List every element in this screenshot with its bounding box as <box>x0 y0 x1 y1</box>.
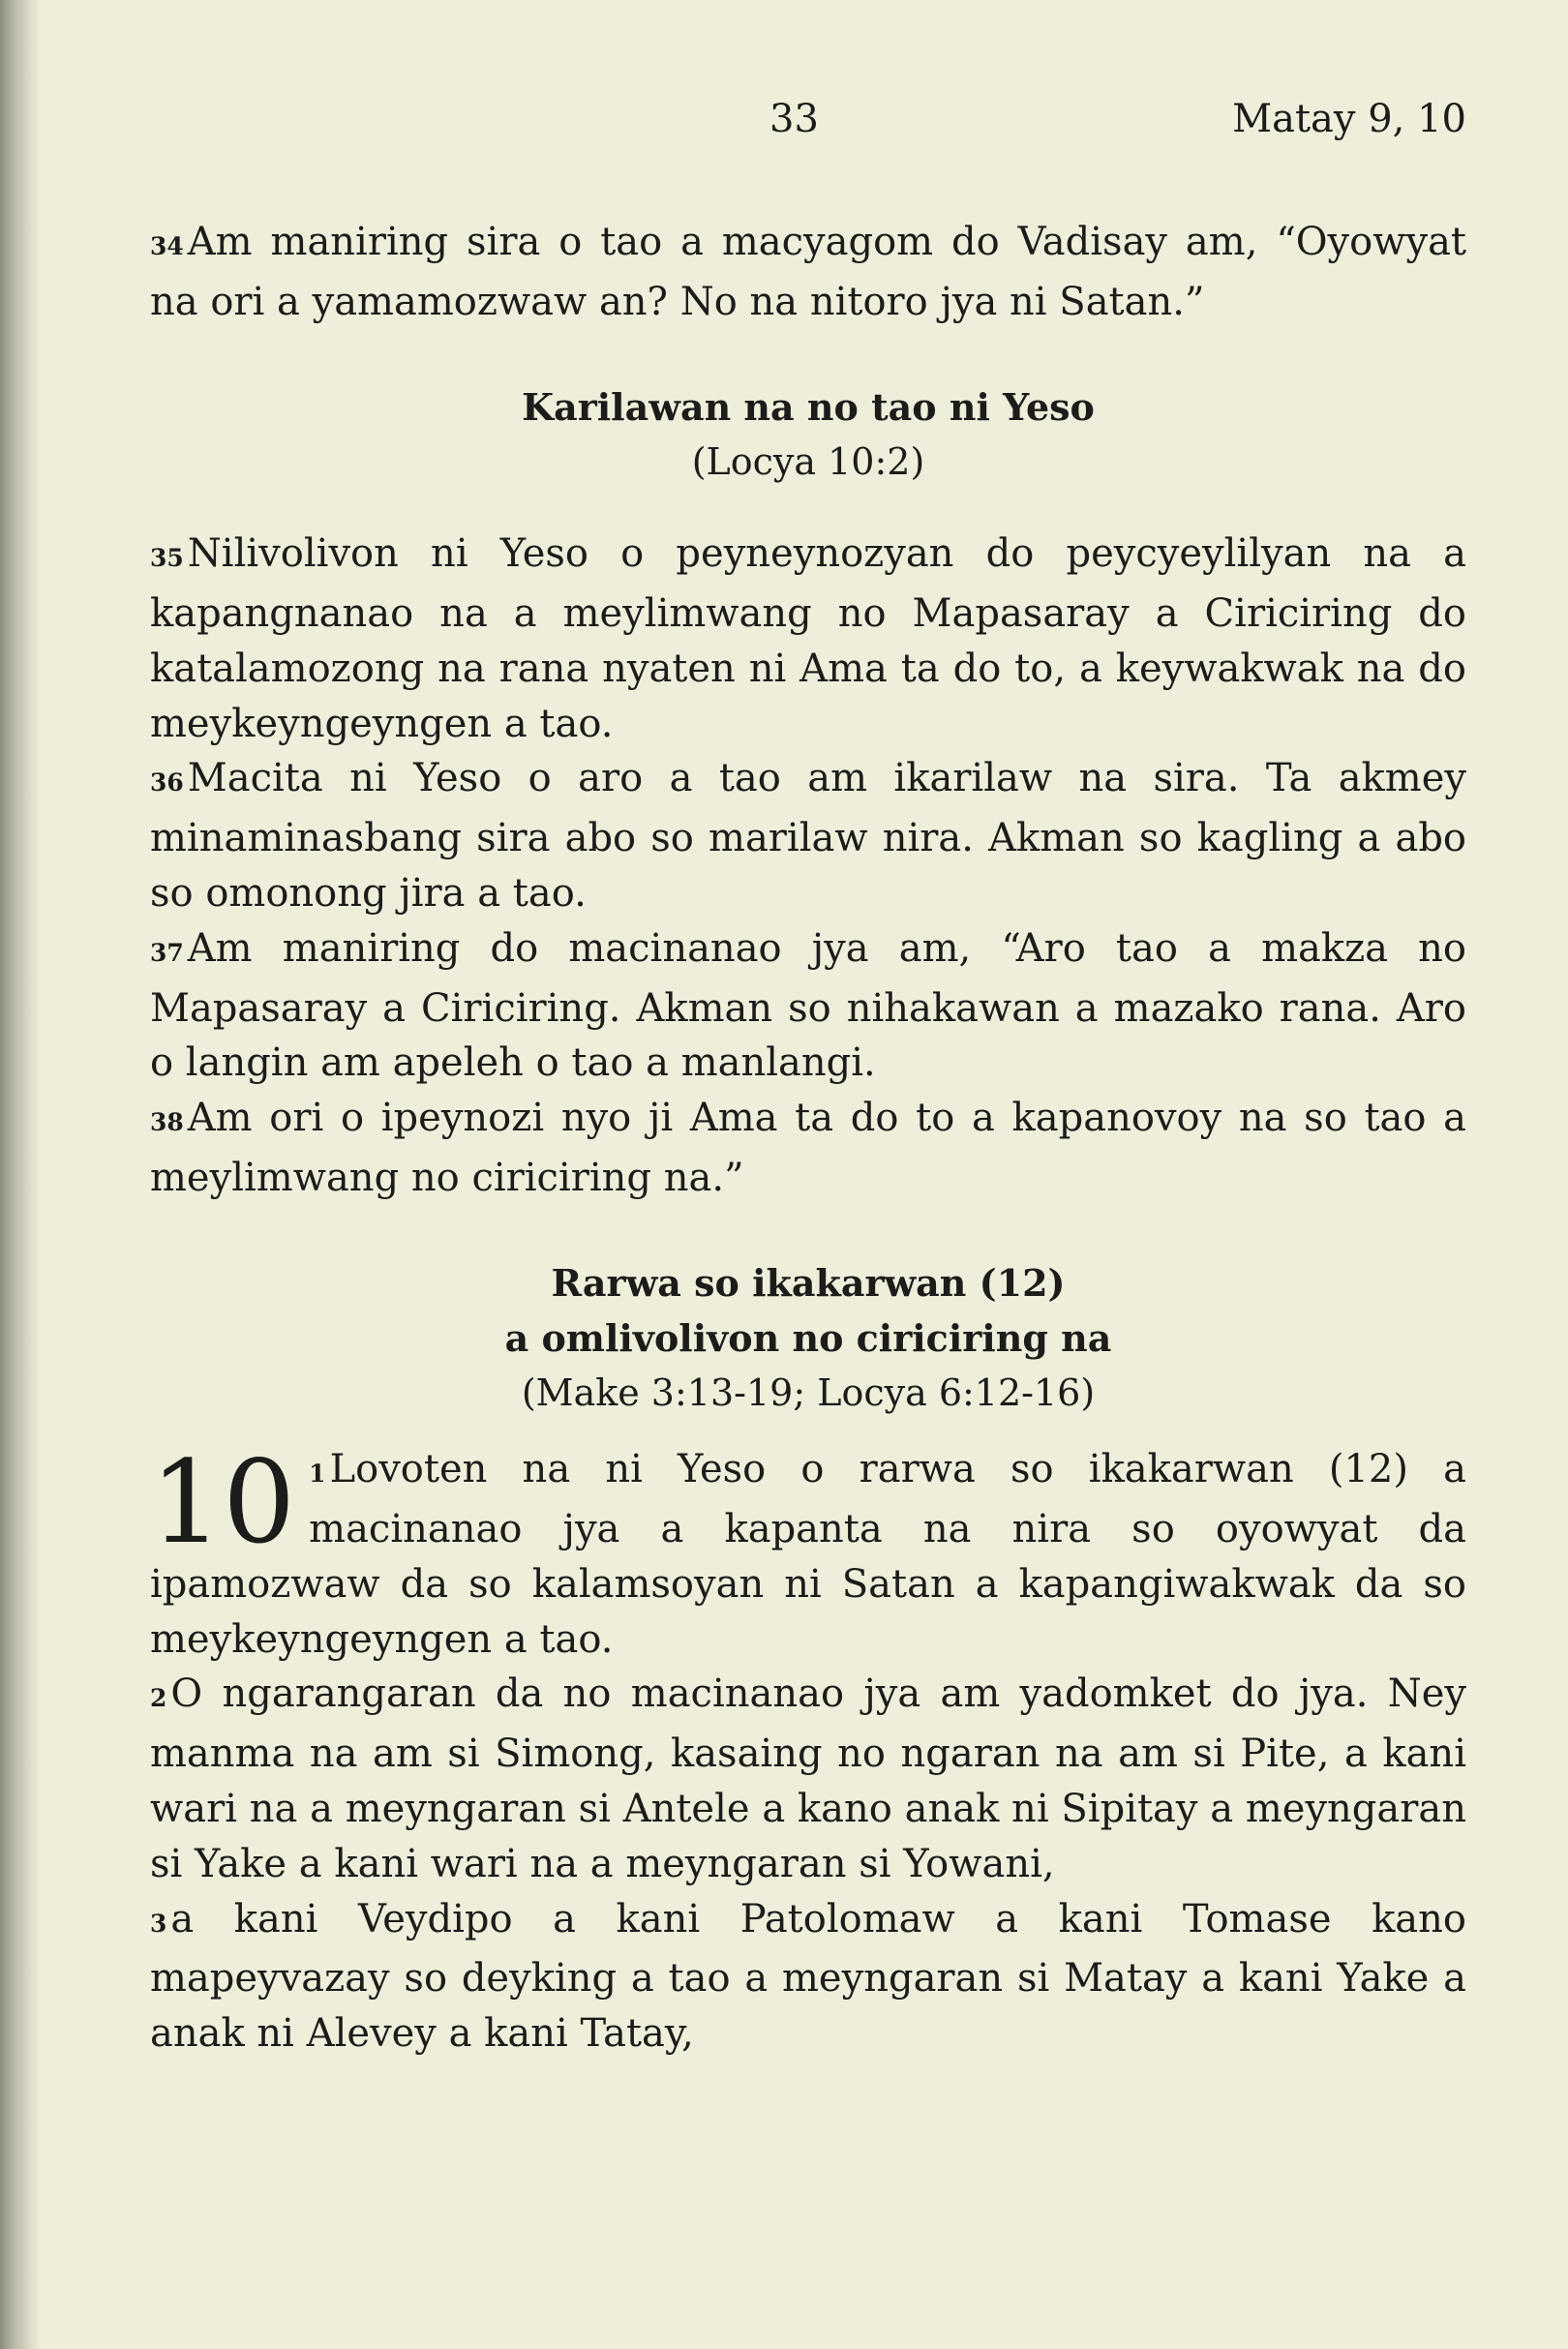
book-binding-shadow <box>0 0 41 2349</box>
verse-2 <box>150 1667 1466 1891</box>
section-title: Karilawan na no tao ni Yeso <box>522 384 1095 429</box>
verse-text: a kani Veydipo a kani Patolomaw a kani Tomase kano mapeyvazay so deyking a tao a meyngaran si Matay a kani Yake a anak ni Alevey a kani Tatay, <box>150 1896 1466 2057</box>
verse-34 <box>150 215 1466 330</box>
verse-number: 37 <box>150 938 184 967</box>
section-reference: (Locya 10:2) <box>691 440 925 484</box>
verse-38 <box>150 1091 1466 1206</box>
verse-text: Am ori o ipeynozi nyo ji Ama ta do to a kapanovoy na so tao a meylimwang no ciriciring na.” <box>150 1096 1466 1200</box>
chapter-number: 10 <box>150 1435 296 1570</box>
verse-number: 38 <box>150 1108 184 1137</box>
verse-35 <box>150 527 1466 751</box>
page-number: 33 <box>769 97 819 141</box>
verse-text: Macita ni Yeso o aro a tao am ikarilaw na sira. Ta akmey minaminasbang sira abo so marilaw nira. Akman so kagling a abo so omonong jira a tao. <box>150 756 1466 916</box>
verse-1 <box>150 1435 1466 1667</box>
verse-text: Am maniring sira o tao a macyagom do Vadisay am, “Oyowyat na ori a yamamozwaw an? No na nitoro jya ni Satan.” <box>150 220 1466 324</box>
chapter-10 <box>150 1435 1466 2062</box>
section-subtitle: a omlivolivon no ciriciring na <box>504 1315 1112 1360</box>
section-title: Rarwa so ikakarwan (12) <box>551 1260 1066 1305</box>
running-head: Matay 9, 10 <box>1232 97 1466 141</box>
page-content <box>150 215 1466 2062</box>
book-page <box>150 0 1466 2349</box>
verse-36 <box>150 751 1466 920</box>
section-heading <box>150 380 1466 436</box>
section-reference: (Make 3:13-19; Locya 6:12-16) <box>521 1371 1096 1415</box>
verse-number: 34 <box>150 232 184 260</box>
verse-37 <box>150 921 1466 1091</box>
verse-text: O ngarangaran da no macinanao jya am yadomket do jya. Ney manma na am si Simong, kasaing no ngaran na am si Pite, a kani wari na a meyngaran si Antele a kano anak ni Sipitay a meyngaran si Yake a kani wari na a meyngaran si Yowani, <box>150 1671 1466 1886</box>
verse-number: 1 <box>309 1460 326 1489</box>
verse-number: 35 <box>150 544 184 573</box>
verse-3 <box>150 1892 1466 2062</box>
verse-text: Am maniring do macinanao jya am, “Aro tao a makza no Mapasaray a Ciriciring. Akman so nihakawan a mazako rana. Aro o langin am apeleh o tao a manlangi. <box>150 925 1466 1086</box>
verse-text: Nilivolivon ni Yeso o peyneynozyan do peycyeylilyan na a kapangnanao na a meylimwang no Mapasaray a Ciriciring do katalamozong na rana nyaten ni Ama ta do to, a keywakwak na do meykeyngeyngen a tao. <box>150 531 1466 746</box>
verse-text: Lovoten na ni Yeso o rarwa so ikakarwan (12) a macinanao jya a kapanta na nira so oyowyat da ipamozwaw da so kalamsoyan ni Satan a kapangiwakwak da so meykeyngeyngen a tao. <box>150 1447 1466 1662</box>
verse-number: 3 <box>150 1909 167 1938</box>
section-heading <box>150 1256 1466 1311</box>
verse-number: 36 <box>150 768 184 798</box>
verse-number: 2 <box>150 1684 167 1713</box>
page-header <box>150 97 1466 155</box>
